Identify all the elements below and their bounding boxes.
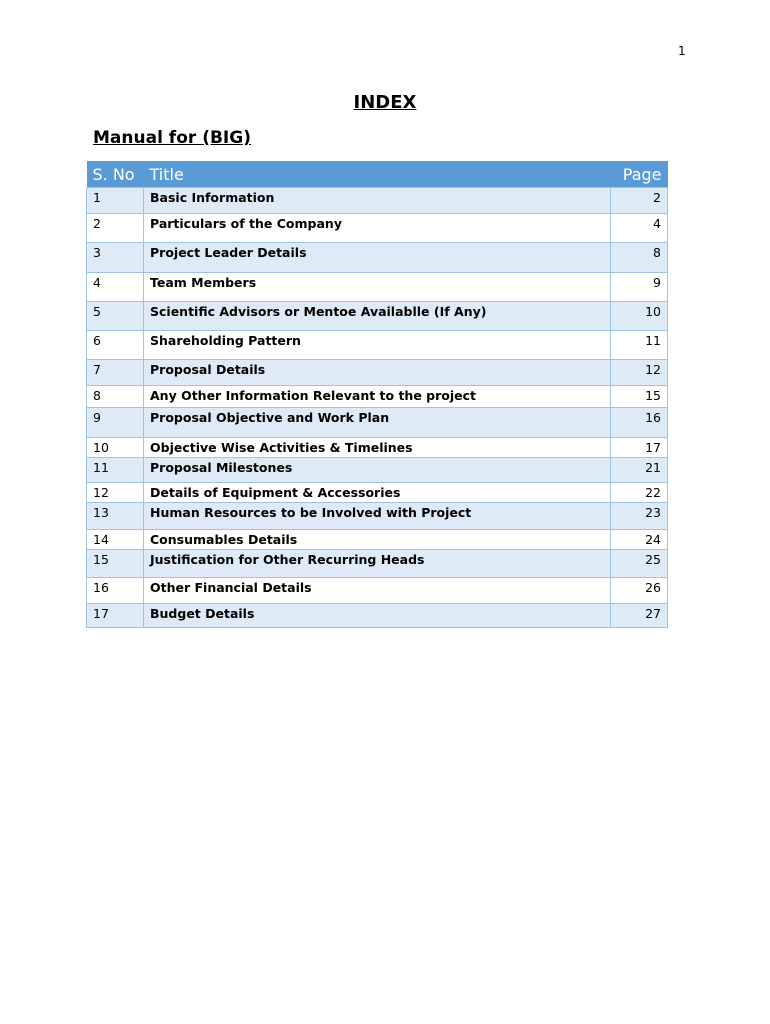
table-row [87, 302, 668, 331]
header-page: Page [611, 161, 668, 188]
row-title: Proposal Objective and Work Plan [144, 408, 611, 438]
row-sno: 7 [87, 360, 144, 386]
table-row [87, 408, 668, 438]
row-sno: 10 [87, 438, 144, 458]
table-row [87, 273, 668, 302]
row-sno: 16 [87, 578, 144, 604]
table-row [87, 438, 668, 458]
row-title: Objective Wise Activities & Timelines [144, 438, 611, 458]
row-title: Other Financial Details [144, 578, 611, 604]
row-sno: 4 [87, 273, 144, 302]
row-sno: 11 [87, 458, 144, 483]
row-page: 27 [611, 604, 668, 628]
row-sno: 6 [87, 331, 144, 360]
table-row [87, 331, 668, 360]
table-row [87, 604, 668, 628]
table-row [87, 530, 668, 550]
header-sno: S. No [87, 161, 144, 188]
table-row [87, 214, 668, 243]
row-title: Team Members [144, 273, 611, 302]
row-page: 4 [611, 214, 668, 243]
row-page: 8 [611, 243, 668, 273]
row-title: Consumables Details [144, 530, 611, 550]
row-sno: 8 [87, 386, 144, 408]
table-row [87, 458, 668, 483]
row-page: 16 [611, 408, 668, 438]
row-sno: 15 [87, 550, 144, 578]
row-page: 22 [611, 483, 668, 503]
row-page: 10 [611, 302, 668, 331]
table-row [87, 550, 668, 578]
row-sno: 17 [87, 604, 144, 628]
row-page: 21 [611, 458, 668, 483]
row-title: Human Resources to be Involved with Project [144, 503, 611, 530]
index-table [86, 161, 668, 628]
row-page: 9 [611, 273, 668, 302]
index-heading: INDEX [353, 92, 417, 113]
table-header-row [87, 161, 668, 188]
row-sno: 12 [87, 483, 144, 503]
row-title: Details of Equipment & Accessories [144, 483, 611, 503]
row-page: 2 [611, 188, 668, 214]
row-title: Proposal Details [144, 360, 611, 386]
table-row [87, 578, 668, 604]
row-page: 26 [611, 578, 668, 604]
row-sno: 14 [87, 530, 144, 550]
row-title: Budget Details [144, 604, 611, 628]
manual-heading: Manual for (BIG) [93, 128, 251, 148]
row-title: Justification for Other Recurring Heads [144, 550, 611, 578]
row-page: 11 [611, 331, 668, 360]
header-title: Title [144, 161, 611, 188]
row-page: 23 [611, 503, 668, 530]
row-page: 17 [611, 438, 668, 458]
table-row [87, 503, 668, 530]
table-row [87, 243, 668, 273]
row-title: Basic Information [144, 188, 611, 214]
row-page: 12 [611, 360, 668, 386]
table-row [87, 360, 668, 386]
table-row [87, 386, 668, 408]
row-sno: 9 [87, 408, 144, 438]
row-sno: 1 [87, 188, 144, 214]
row-title: Shareholding Pattern [144, 331, 611, 360]
table-row [87, 188, 668, 214]
row-sno: 5 [87, 302, 144, 331]
row-title: Project Leader Details [144, 243, 611, 273]
row-title: Particulars of the Company [144, 214, 611, 243]
row-title: Scientific Advisors or Mentoe Availablle (If Any) [144, 302, 611, 331]
table-row [87, 483, 668, 503]
row-title: Proposal Milestones [144, 458, 611, 483]
row-page: 24 [611, 530, 668, 550]
row-page: 25 [611, 550, 668, 578]
row-sno: 13 [87, 503, 144, 530]
row-page: 15 [611, 386, 668, 408]
row-sno: 3 [87, 243, 144, 273]
page-number: 1 [678, 44, 686, 58]
row-title: Any Other Information Relevant to the project [144, 386, 611, 408]
row-sno: 2 [87, 214, 144, 243]
